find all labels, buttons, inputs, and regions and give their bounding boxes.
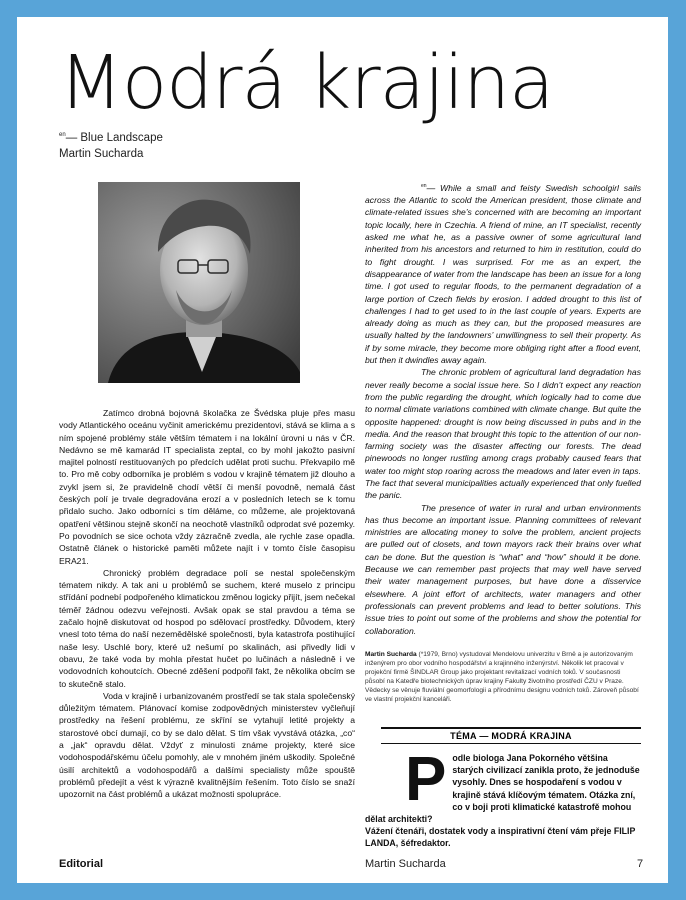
theme-body: [365, 745, 641, 850]
english-paragraph-2: The chronic problem of agricultural land degradation has never really become a social issue here. So I didn’t expect any reaction from the public regarding the drought, which logically had to come due to normal climate variations combined with climate change. But quite the opposite happened: drought is now being discussed in pubs and in the media. And the reason that brought this topic to the attention of our non-farming society was the disaster affecting our forests. The dead pinewoods no longer rustling among crags probably caused fears that water too might stop roaring across the meadows and later even in taps. The fact that several municipalities actually experienced that only fuelled the panic.: [365, 367, 641, 501]
footer-section-label: Editorial: [59, 858, 104, 870]
english-title: [59, 127, 163, 146]
english-article-column: [365, 180, 641, 637]
magazine-page: [17, 17, 668, 883]
theme-heading: TÉMA — MODRÁ KRAJINA: [381, 727, 641, 744]
english-paragraph-1-text: — While a small and feisty Swedish schoolgirl sails across the Atlantic to scold the American president, those climate and climate-related issues she’s concerned with are becoming an important topic locally, here in Czechia. A friend of mine, an IT specialist, recently asked me what he, as a passive owner of some agricultural land inherited from his ancestors and returned to him in restitution, could do to fight drought. I was surprised. For me as an expert, the disappearance of water from the landscape has been an issue for a long time. I got used to regular floods, to the permanent degradation of a large portion of Czech fields by erosion. I added drought to this list of challenges I had to get used to in the last couple of years. Experts are already doing as much as they can, but the proposed measures are usually halted by the landowners’ unwillingness to sell their property. As if by some miracle, they become more obliging right after a flood event, but then it dwindles away again.: [365, 182, 641, 366]
author-portrait-photo: [98, 182, 300, 383]
bio-text: (*1979, Brno) vystudoval Mendelovu univerzitu v Brně a je autorizovaným inženýrem pro obor vodního hospodářství a krajinného inženýrství. Několik let pracoval v projekční firmě ŠINDLAR Group jako projektant revitalizací vodních toků. V současnosti působí na Katedře biotechnických úprav krajiny Fakulty životního prostředí ČZU v Praze. Vědecky se věnuje fluviální geomorfologii a přírodnímu designu vodních toků. Zároveň působí ve vlastní projekční kanceláři.: [365, 651, 639, 703]
czech-paragraph-1: Zatímco drobná bojovná školačka ze Švédska pluje přes masu vody Atlantického oceánu vyčinit americkému prezidentovi, stává se klima a s ním spojené problémy stále větším tématem i na lokální úrovni u nás v ČR. Nedávno se mě kamarád IT specialista zeptal, co by mohl jakožto pasivní majitel polností restituovaných po předcích udělat proti suchu. Překvapilo mě to. Pro mě coby odborníka je problém s vodou v krajině tématem již dlouho a zvykl jsem si, že pravidelně chodí větší či menší povodně, nemalá část českých polí je trvale degradována erozí a v posledních letech se k tomu přidalo sucho. Jako odborníci s tím děláme, co můžeme, ale projektovaná opatření většinou stejně skončí na neochotě vlastníků odprodat své pozemky. Po povodních se sice ochota vždy zázračně zvedla, ale rychle zase opadla. Ostatně článek o historické paměti můžete najít i v tomto čísle časopisu ERA21.: [59, 408, 355, 566]
czech-article-column: [59, 407, 355, 801]
portrait-image: [98, 182, 300, 383]
theme-text: odle biologa Jana Pokorného většina starých civilizací zanikla proto, že jednoduše vysohly. Dnes se hospodaření s vodou v krajině stává klíčovým tématem. Otázka zní, co v boji proti klimatické katastrofě mohou dělat architekti?: [365, 753, 640, 825]
english-paragraph-3: The presence of water in rural and urban environments has thus become an important issue. Planning committees of relevant ministries are allocating money to solve the problem, ancient projects are pulled out of closets, and town mayors rack their brains over what can be done. But the question is “what” and “how” should it be done. Because we can remember past projects that may well have served their water management purposes, but have done a disservice elsewhere. A joint effort of architects, water managers and other professionals can prevent problems and lead to better solutions. This issue tries to point out some of the problems and show the potential for collaboration.: [365, 502, 641, 636]
en-title-text: — Blue Landscape: [65, 131, 163, 144]
czech-paragraph-2: Chronický problém degradace polí se nestal společenským tématem nikdy. A tak ani u problémů se suchem, které muselo z principu střídání podnebí podpořeného klimatickou změnou logicky přijít, jsem nečekal téměř žádnou odezvu veřejnosti. Avšak opak se stal pravdou a téma se začalo hojně diskutovat od hospod po sdělovací prostředky. Důvodem, který vnesl toto téma do naší nezemědělské společnosti, byla katastrofa postihující naše lesy. Uschlé bory, které už nešumí po skalinách, asi přivedly lidi v obavu, že také voda by mohla přestat hučet po lučinách a následně i ve vodovodních kohoutcích. Obecné zděšení podpořil fakt, že několika obcím se to skutečně stalo.: [59, 567, 355, 689]
english-paragraph-1: [365, 180, 641, 366]
theme-box: [365, 727, 641, 850]
footer-author: Martin Sucharda: [365, 858, 446, 870]
bio-name: Martin Sucharda: [365, 651, 417, 658]
drop-cap: P: [405, 745, 447, 814]
theme-sign-off: Vážení čtenáři, dostatek vody a inspirativní čtení vám přeje FILIP LANDA, šéfredaktor.: [365, 826, 636, 849]
en-marker-inline: en: [421, 183, 427, 189]
page-title: Modrá krajina: [59, 40, 554, 126]
en-marker: en: [59, 132, 66, 138]
author-name: Martin Sucharda: [59, 147, 144, 160]
subtitle-block: [59, 127, 163, 162]
czech-paragraph-3: Voda v krajině i urbanizovaném prostředí se tak stala společenský důležitým tématem. Plánovací komise zodpovědných ministerstev vyčleňují prostředky na řešení problému, ze skříní se vytahují letité projekty a starostové obcí dumají, co by se dalo dělat. S tím však vyvstává otázka, „co“ a „jak“ opravdu dělat. Vždyť z minulosti známe projekty, které sice vodohospodářskému účelu pomohly, ale v mnohém jiném uškodily. Společné úsilí architektů a vodohospodářů a dalšími specialisty může spouště problémů předejít a vést k výrazně kvalitnějším řešením. Toto číslo se snaží upozornit na část problémů a ukázat možnosti spolupráce.: [59, 690, 355, 800]
page-number: 7: [637, 858, 644, 870]
author-bio: [365, 650, 641, 704]
